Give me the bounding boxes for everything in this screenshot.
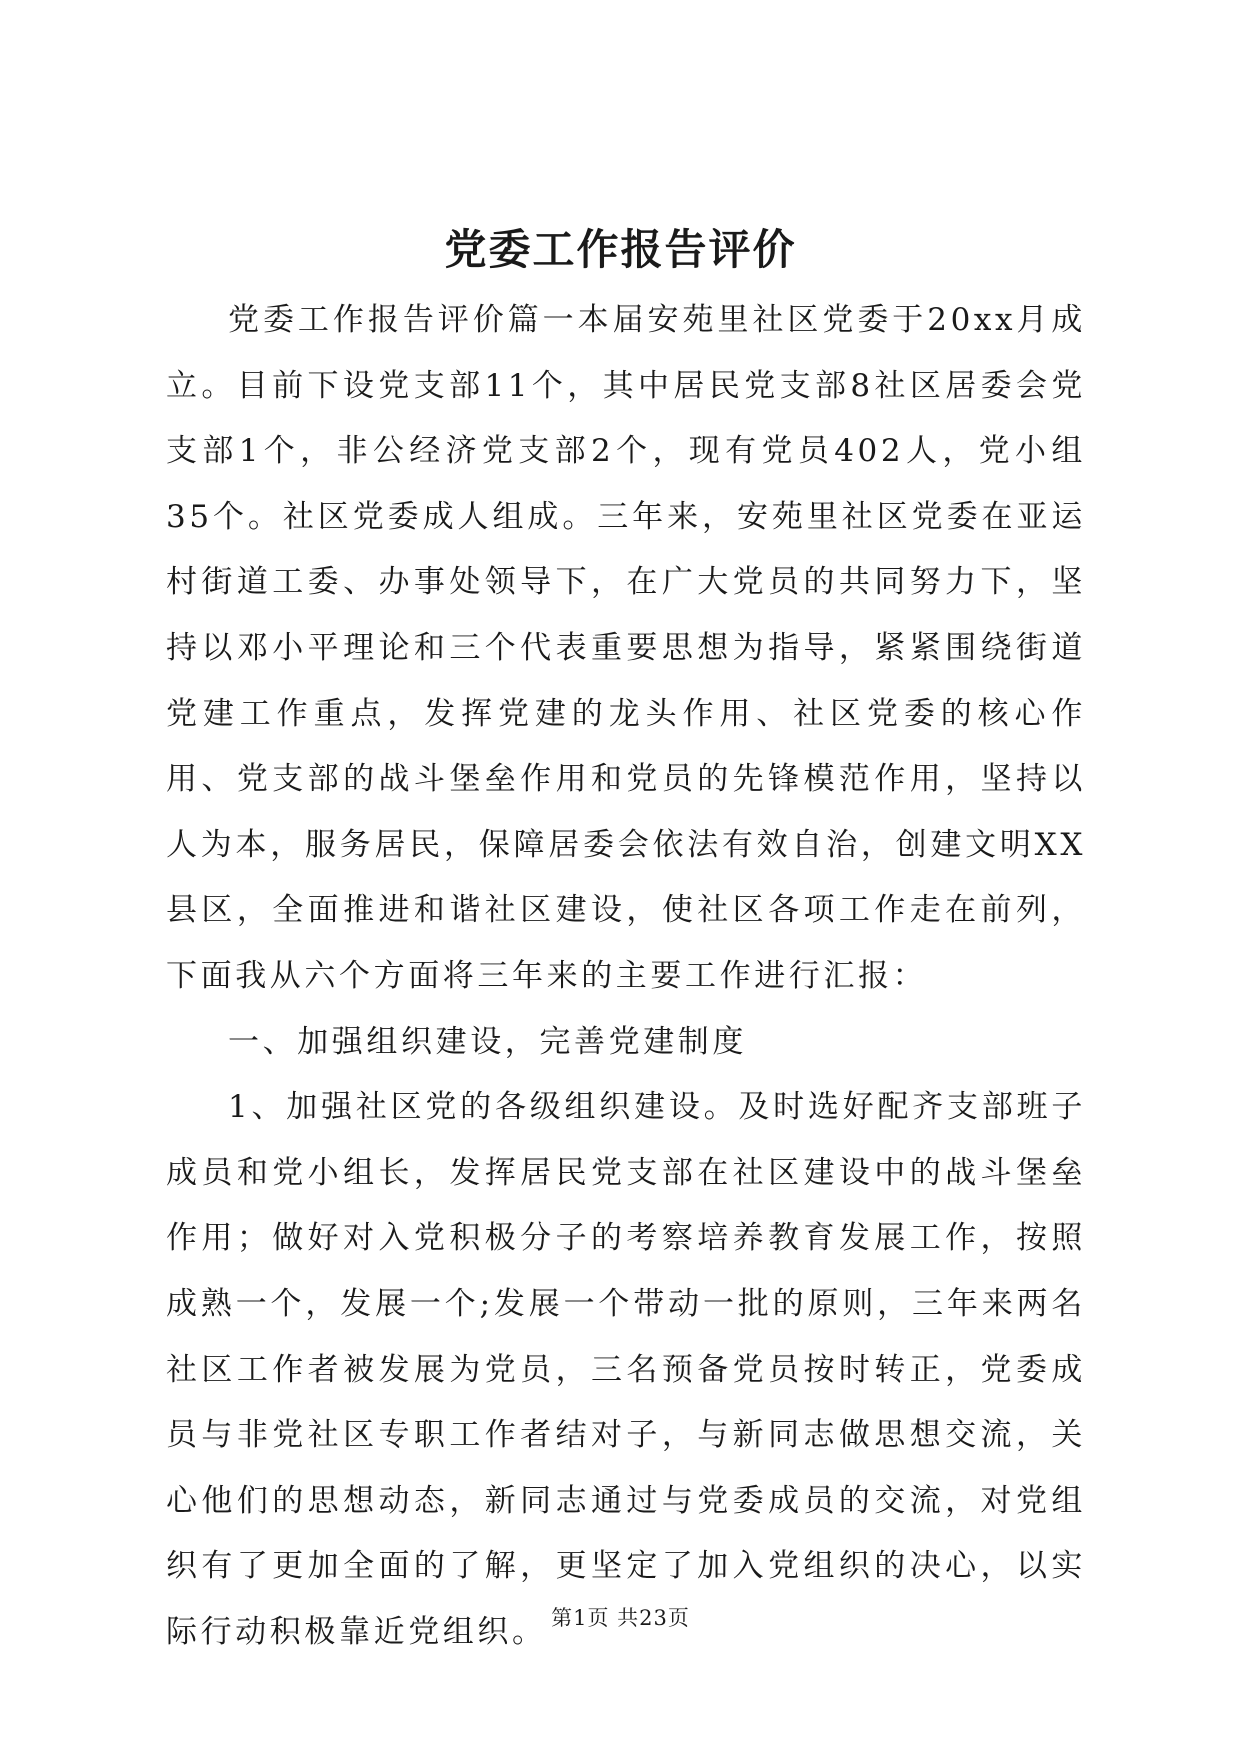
page-title: 党委工作报告评价 <box>444 225 797 274</box>
paragraph-organization: 1、加强社区党的各级组织建设。及时选好配齐支部班子成员和党小组长，发挥居民党支部在社区建设中的战斗堡垒作用；做好对入党积极分子的考察培养教育发展工作，按照成熟一个，发展一个;发展一个带动一批的原则，三年来两名社区工作者被发展为党员，三名预备党员按时转正，党委成员与非党社区专职工作者结对子，与新同志做思想交流，关心他们的思想动态，新同志通过与党委成员的交流，对党组织有了更加全面的了解，更坚定了加入党组织的决心，以实际行动积极靠近党组织。 <box>166 1089 1086 1650</box>
document-body <box>166 288 1086 1665</box>
page-number-footer: 第1页 共23页 <box>551 1606 690 1630</box>
section-heading: 一、加强组织建设，完善党建制度 <box>228 1023 747 1060</box>
paragraph-intro: 党委工作报告评价篇一本届安苑里社区党委于20xx月成立。目前下设党支部11个，其中居民党支部8社区居委会党支部1个，非公经济党支部2个，现有党员402人，党小组35个。社区党委成人组成。三年来，安苑里社区党委在亚运村街道工委、办事处领导下，在广大党员的共同努力下，坚持以邓小平理论和三个代表重要思想为指导，紧紧围绕街道党建工作重点，发挥党建的龙头作用、社区党委的核心作用、党支部的战斗堡垒作用和党员的先锋模范作用，坚持以人为本，服务居民，保障居委会依法有效自治，创建文明XX县区，全面推进和谐社区建设，使社区各项工作走在前列，下面我从六个方面将三年来的主要工作进行汇报： <box>166 302 1086 994</box>
